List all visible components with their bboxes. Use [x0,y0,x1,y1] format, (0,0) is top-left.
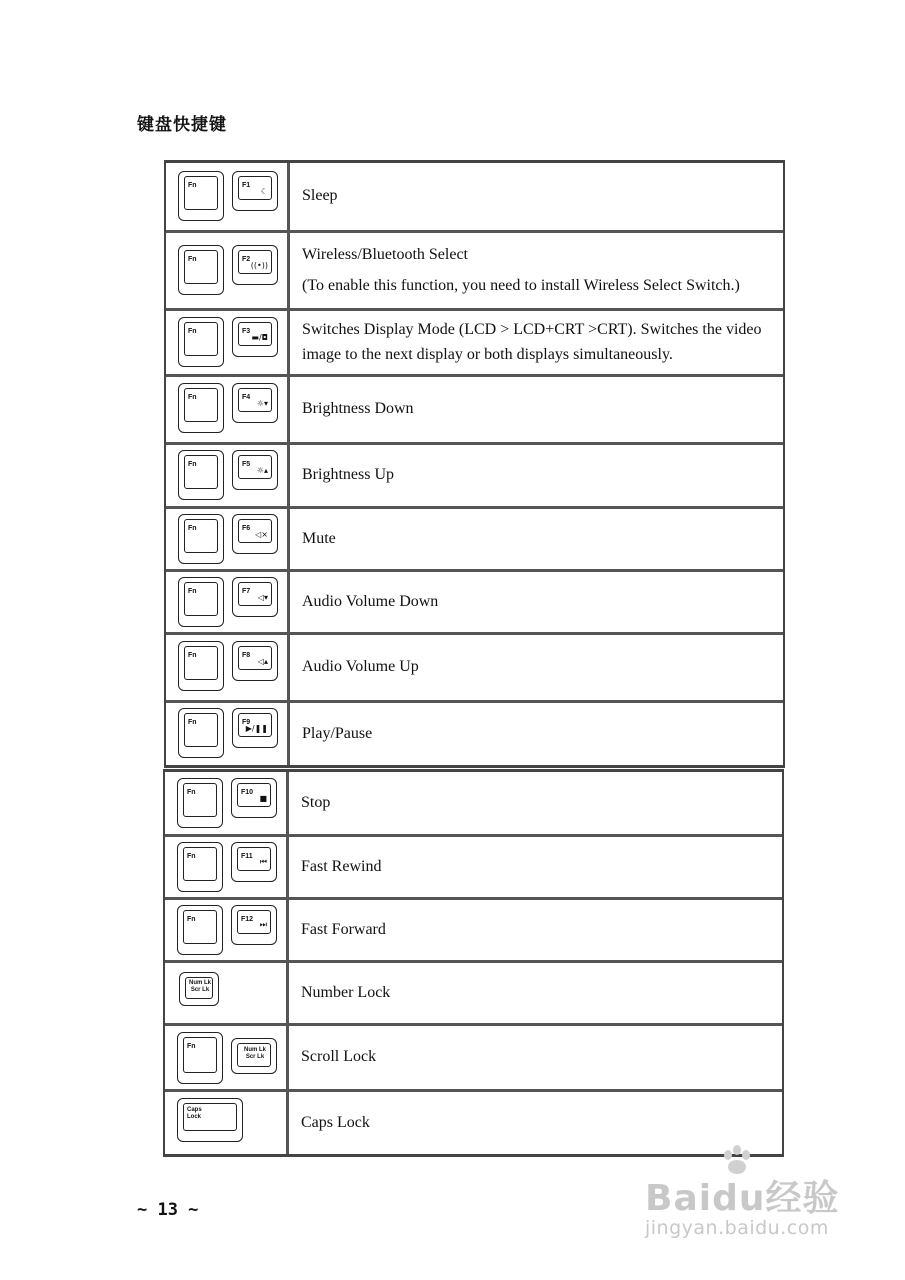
fn-key-icon: Fn [178,450,224,500]
row-description: Sleep [302,187,338,205]
key-cell [165,900,289,960]
key-cell [165,1092,289,1154]
table-row [166,703,783,765]
baidu-watermark [645,1170,839,1239]
table-row [165,1092,782,1154]
row-description: Brightness Up [302,466,394,484]
fn-key-icon: Fn [178,641,224,691]
key-cell [165,772,289,834]
f12-key-icon: F12 ⏭ [231,905,277,945]
key-cell [166,445,290,506]
fn-key-icon: Fn [177,778,223,828]
key-cell [166,233,290,308]
page-heading: 键盘快捷键 [137,115,227,135]
shortcut-table-2 [163,769,784,1157]
f5-key-icon: F5 ☼▴ [232,450,278,490]
f9-key-icon: F9 ▶/❚❚ [232,708,278,748]
key-cell [165,963,289,1023]
fn-key-icon: Fn [177,842,223,892]
page-number: ~ 13 ~ [137,1200,199,1220]
row-description: Wireless/Bluetooth Select (To enable this function, you need to install Wireless Select Switch.) [302,245,740,294]
table-row [165,837,782,900]
shortcut-table-1 [164,160,785,768]
row-description: Mute [302,529,336,547]
row-description: Audio Volume Up [302,658,419,676]
fn-key-icon: Fn [178,577,224,627]
paw-logo-icon [720,1145,756,1175]
table-row [166,377,783,445]
row-description: Play/Pause [302,724,373,742]
row-description: Switches Display Mode (LCD > LCD+CRT >CRT). Switches the video image to the next display or both displays simultaneously. [302,320,762,363]
fn-key-icon: Fn [178,171,224,221]
fn-key-icon: Fn [178,317,224,367]
row-description: Number Lock [301,983,391,1001]
f1-key-icon: F1 ☾ [232,171,278,211]
table-row [166,572,783,635]
row-description: Caps Lock [301,1113,370,1131]
fn-key-icon: Fn [178,245,224,295]
table-row [166,509,783,572]
scrolllock-key-icon: Num Lk Scr Lk [231,1038,277,1074]
fn-key-icon: Fn [178,708,224,758]
table-row [166,445,783,509]
table-row [166,311,783,377]
key-cell [165,1026,289,1089]
f6-key-icon: F6 ◁× [232,514,278,554]
table-row [166,233,783,311]
f3-key-icon: F3 ▬/◘ [232,317,278,357]
row-description: Brightness Down [302,400,414,418]
watermark-brand: Baidu经验 [645,1178,840,1219]
table-row [165,963,782,1026]
fn-key-icon: Fn [177,905,223,955]
row-description: Stop [301,793,331,811]
f11-key-icon: F11 ⏮ [231,842,277,882]
row-description: Audio Volume Down [302,592,439,610]
f10-key-icon: F10 ■ [231,778,277,818]
f8-key-icon: F8 ◁▴ [232,641,278,681]
watermark-url: jingyan.baidu.com [645,1217,829,1239]
table-row [165,772,782,837]
key-cell [166,377,290,442]
row-description: Scroll Lock [301,1048,377,1066]
key-cell [166,163,290,230]
fn-key-icon: Fn [178,383,224,433]
key-cell [166,311,290,374]
table-row [165,1026,782,1092]
row-description: Fast Forward [301,920,386,938]
key-cell [165,837,289,897]
key-cell [166,509,290,569]
key-cell [166,635,290,700]
f7-key-icon: F7 ◁▾ [232,577,278,617]
key-cell [166,572,290,632]
key-cell [166,703,290,765]
table-row [166,635,783,703]
fn-key-icon: Fn [177,1032,223,1084]
row-description: Fast Rewind [301,857,382,875]
table-row [165,900,782,963]
fn-key-icon: Fn [178,514,224,564]
capslock-key-icon: Caps Lock [177,1098,243,1142]
f2-key-icon: F2 ((•)) [232,245,278,285]
f4-key-icon: F4 ☼▾ [232,383,278,423]
table-row [166,163,783,233]
numlock-key-icon: Num Lk Scr Lk [179,972,219,1006]
